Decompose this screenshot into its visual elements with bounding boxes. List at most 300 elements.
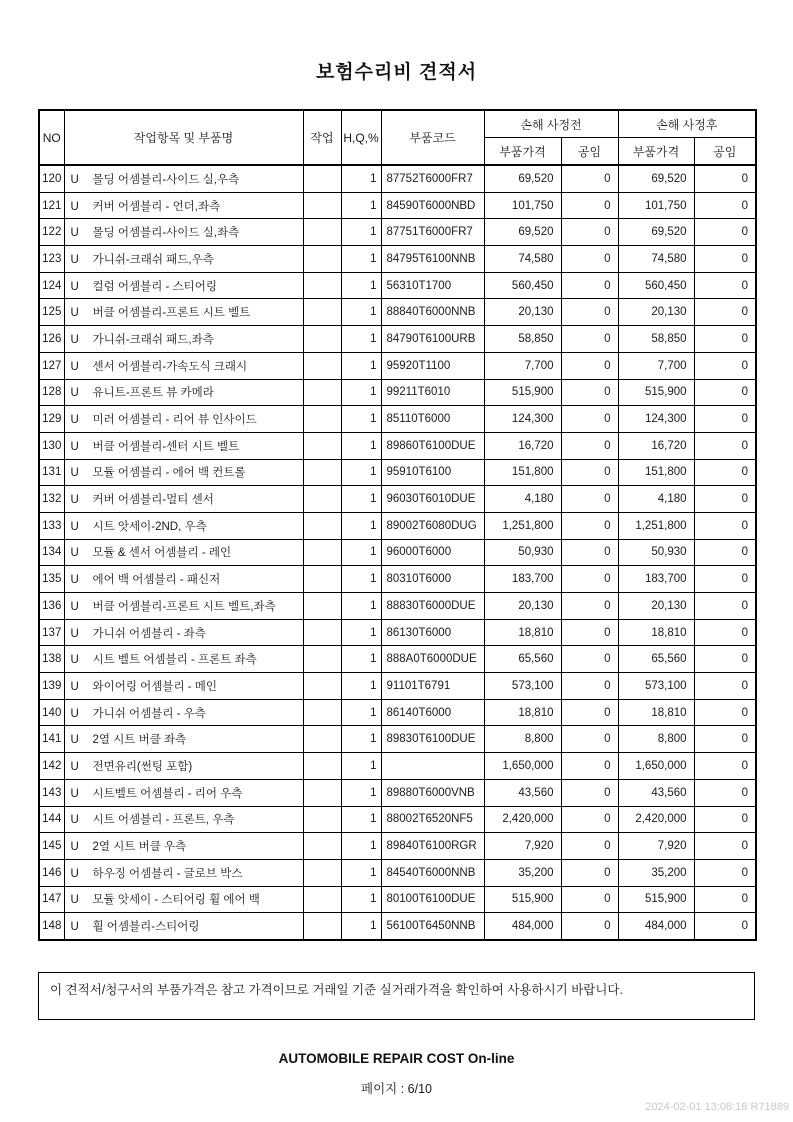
- part-code-cell: 95910T6100: [381, 459, 484, 486]
- part-name: 센서 어셈블리-가속도식 크래시: [92, 360, 248, 373]
- labor-before-cell: 0: [561, 459, 618, 486]
- labor-after-cell: 0: [694, 379, 756, 406]
- price-after-cell: 35,200: [618, 859, 694, 886]
- work-cell: [303, 326, 341, 353]
- labor-after-cell: 0: [694, 753, 756, 780]
- price-before-cell: 183,700: [484, 566, 561, 593]
- work-cell: [303, 593, 341, 620]
- part-code-cell: 56100T6450NNB: [381, 913, 484, 940]
- table-row: [39, 326, 756, 353]
- labor-after-cell: 0: [694, 459, 756, 486]
- part-prefix: U: [70, 867, 79, 880]
- header-work: 작업: [303, 110, 341, 165]
- part-name-cell: [64, 406, 303, 433]
- table-row: [39, 406, 756, 433]
- part-code-cell: 88840T6000NNB: [381, 299, 484, 326]
- part-name-cell: [64, 753, 303, 780]
- row-no: 133: [39, 512, 64, 539]
- part-prefix: U: [70, 280, 79, 293]
- price-after-cell: 43,560: [618, 779, 694, 806]
- price-before-cell: 1,650,000: [484, 753, 561, 780]
- labor-after-cell: 0: [694, 352, 756, 379]
- price-after-cell: 16,720: [618, 432, 694, 459]
- part-name: 유니트-프론트 뷰 카메라: [92, 387, 214, 400]
- part-code-cell: 91101T6791: [381, 673, 484, 700]
- part-prefix: U: [70, 894, 79, 907]
- labor-after-cell: 0: [694, 219, 756, 246]
- part-prefix: U: [70, 787, 79, 800]
- qty-cell: 1: [341, 833, 381, 860]
- table-row: [39, 886, 756, 913]
- labor-before-cell: 0: [561, 272, 618, 299]
- price-before-cell: 560,450: [484, 272, 561, 299]
- table-row: [39, 913, 756, 940]
- price-before-cell: 1,251,800: [484, 512, 561, 539]
- qty-cell: 1: [341, 566, 381, 593]
- price-after-cell: 50,930: [618, 539, 694, 566]
- work-cell: [303, 726, 341, 753]
- work-cell: [303, 406, 341, 433]
- part-name: 시트 어셈블리 - 프론트, 우측: [92, 814, 235, 827]
- price-before-cell: 18,810: [484, 619, 561, 646]
- labor-before-cell: 0: [561, 432, 618, 459]
- price-after-cell: 124,300: [618, 406, 694, 433]
- qty-cell: 1: [341, 219, 381, 246]
- qty-cell: 1: [341, 272, 381, 299]
- part-code-cell: 85110T6000: [381, 406, 484, 433]
- table-row: [39, 726, 756, 753]
- qty-cell: 1: [341, 539, 381, 566]
- row-no: 136: [39, 593, 64, 620]
- part-code-cell: 86140T6000: [381, 699, 484, 726]
- price-before-cell: 74,580: [484, 246, 561, 273]
- part-code-cell: 88830T6000DUE: [381, 593, 484, 620]
- labor-after-cell: 0: [694, 646, 756, 673]
- header-price-after: 부품가격: [618, 138, 694, 166]
- labor-before-cell: 0: [561, 673, 618, 700]
- price-after-cell: 484,000: [618, 913, 694, 940]
- qty-cell: 1: [341, 512, 381, 539]
- price-before-cell: 4,180: [484, 486, 561, 513]
- work-cell: [303, 913, 341, 940]
- row-no: 144: [39, 806, 64, 833]
- row-no: 122: [39, 219, 64, 246]
- part-name: 몰딩 어셈블리-사이드 실,우측: [92, 173, 240, 186]
- work-cell: [303, 673, 341, 700]
- part-name: 시트벨트 어셈블리 - 리어 우측: [92, 787, 243, 800]
- part-code-cell: 88002T6520NF5: [381, 806, 484, 833]
- table-row: [39, 779, 756, 806]
- part-prefix: U: [70, 200, 79, 213]
- row-no: 127: [39, 352, 64, 379]
- part-name-cell: [64, 192, 303, 219]
- work-cell: [303, 299, 341, 326]
- labor-after-cell: 0: [694, 539, 756, 566]
- price-before-cell: 20,130: [484, 593, 561, 620]
- labor-after-cell: 0: [694, 673, 756, 700]
- work-cell: [303, 432, 341, 459]
- part-name-cell: [64, 833, 303, 860]
- part-name-cell: [64, 566, 303, 593]
- table-row: [39, 539, 756, 566]
- part-name-cell: [64, 486, 303, 513]
- price-before-cell: 16,720: [484, 432, 561, 459]
- part-prefix: U: [70, 547, 79, 560]
- part-name-cell: [64, 646, 303, 673]
- work-cell: [303, 379, 341, 406]
- price-before-cell: 124,300: [484, 406, 561, 433]
- header-labor-after: 공임: [694, 138, 756, 166]
- notice-box: [38, 972, 755, 1020]
- part-name: 가니쉬-크래쉬 패드,좌측: [92, 333, 214, 346]
- part-prefix: U: [70, 627, 79, 640]
- labor-before-cell: 0: [561, 619, 618, 646]
- part-code-cell: 888A0T6000DUE: [381, 646, 484, 673]
- table-row: [39, 619, 756, 646]
- row-no: 131: [39, 459, 64, 486]
- part-code-cell: 96000T6000: [381, 539, 484, 566]
- qty-cell: 1: [341, 886, 381, 913]
- part-name-cell: [64, 593, 303, 620]
- labor-before-cell: 0: [561, 699, 618, 726]
- part-name-cell: [64, 859, 303, 886]
- price-before-cell: 7,700: [484, 352, 561, 379]
- price-before-cell: 515,900: [484, 379, 561, 406]
- work-cell: [303, 512, 341, 539]
- table-row: [39, 859, 756, 886]
- labor-after-cell: 0: [694, 486, 756, 513]
- qty-cell: 1: [341, 619, 381, 646]
- labor-after-cell: 0: [694, 512, 756, 539]
- part-prefix: U: [70, 227, 79, 240]
- header-after-group: 손해 사정후: [618, 110, 756, 138]
- work-cell: [303, 806, 341, 833]
- labor-after-cell: 0: [694, 566, 756, 593]
- part-prefix: U: [70, 253, 79, 266]
- row-no: 135: [39, 566, 64, 593]
- header-part-code: 부품코드: [381, 110, 484, 165]
- part-name: 시트 앗세이-2ND, 우측: [92, 520, 207, 533]
- work-cell: [303, 753, 341, 780]
- part-name: 버클 어셈블리-프론트 시트 벨트: [92, 307, 251, 320]
- part-code-cell: 84540T6000NNB: [381, 859, 484, 886]
- header-price-before: 부품가격: [484, 138, 561, 166]
- price-after-cell: 69,520: [618, 219, 694, 246]
- table-row: [39, 192, 756, 219]
- labor-after-cell: 0: [694, 192, 756, 219]
- part-prefix: U: [70, 440, 79, 453]
- price-after-cell: 560,450: [618, 272, 694, 299]
- part-name-cell: [64, 299, 303, 326]
- price-after-cell: 573,100: [618, 673, 694, 700]
- price-before-cell: 43,560: [484, 779, 561, 806]
- work-cell: [303, 779, 341, 806]
- part-name: 2열 시트 버클 우측: [92, 841, 187, 854]
- part-code-cell: 84795T6100NNB: [381, 246, 484, 273]
- table-row: [39, 806, 756, 833]
- part-name: 모듈 어셈블리 - 에어 백 컨트롤: [92, 467, 246, 480]
- part-code-cell: 89830T6100DUE: [381, 726, 484, 753]
- part-prefix: U: [70, 600, 79, 613]
- work-cell: [303, 219, 341, 246]
- price-before-cell: 515,900: [484, 886, 561, 913]
- table-row: [39, 699, 756, 726]
- price-before-cell: 101,750: [484, 192, 561, 219]
- part-name-cell: [64, 352, 303, 379]
- work-cell: [303, 859, 341, 886]
- labor-after-cell: 0: [694, 913, 756, 940]
- labor-after-cell: 0: [694, 272, 756, 299]
- row-no: 128: [39, 379, 64, 406]
- part-code-cell: 56310T1700: [381, 272, 484, 299]
- labor-before-cell: 0: [561, 886, 618, 913]
- labor-after-cell: 0: [694, 246, 756, 273]
- qty-cell: 1: [341, 165, 381, 192]
- table-body: [39, 165, 756, 940]
- part-name: 버클 어셈블리-센터 시트 벨트: [92, 440, 240, 453]
- labor-before-cell: 0: [561, 779, 618, 806]
- price-before-cell: 8,800: [484, 726, 561, 753]
- work-cell: [303, 192, 341, 219]
- part-name: 하우징 어셈블리 - 글로브 박스: [92, 867, 243, 880]
- labor-before-cell: 0: [561, 406, 618, 433]
- qty-cell: 1: [341, 699, 381, 726]
- row-no: 147: [39, 886, 64, 913]
- labor-after-cell: 0: [694, 593, 756, 620]
- part-code-cell: 89880T6000VNB: [381, 779, 484, 806]
- part-code-cell: 95920T1100: [381, 352, 484, 379]
- qty-cell: 1: [341, 806, 381, 833]
- part-name: 와이어링 어셈블리 - 메인: [92, 680, 218, 693]
- labor-before-cell: 0: [561, 859, 618, 886]
- part-name-cell: [64, 779, 303, 806]
- part-name: 미러 어셈블리 - 리어 뷰 인사이드: [92, 414, 257, 427]
- labor-after-cell: 0: [694, 699, 756, 726]
- work-cell: [303, 486, 341, 513]
- qty-cell: 1: [341, 646, 381, 673]
- price-after-cell: 65,560: [618, 646, 694, 673]
- part-name-cell: [64, 432, 303, 459]
- price-after-cell: 8,800: [618, 726, 694, 753]
- part-name-cell: [64, 539, 303, 566]
- part-prefix: U: [70, 307, 79, 320]
- price-after-cell: 69,520: [618, 165, 694, 192]
- qty-cell: 1: [341, 379, 381, 406]
- part-name-cell: [64, 806, 303, 833]
- qty-cell: 1: [341, 352, 381, 379]
- row-no: 146: [39, 859, 64, 886]
- row-no: 130: [39, 432, 64, 459]
- part-prefix: U: [70, 494, 79, 507]
- price-before-cell: 2,420,000: [484, 806, 561, 833]
- labor-before-cell: 0: [561, 539, 618, 566]
- part-name: 컬럼 어셈블리 - 스티어링: [92, 280, 218, 293]
- row-no: 121: [39, 192, 64, 219]
- price-after-cell: 1,650,000: [618, 753, 694, 780]
- part-prefix: U: [70, 734, 79, 747]
- price-before-cell: 65,560: [484, 646, 561, 673]
- qty-cell: 1: [341, 913, 381, 940]
- table-row: [39, 753, 756, 780]
- labor-after-cell: 0: [694, 406, 756, 433]
- work-cell: [303, 833, 341, 860]
- part-name: 에어 백 어셈블리 - 패신저: [92, 574, 221, 587]
- price-after-cell: 74,580: [618, 246, 694, 273]
- part-name-cell: [64, 165, 303, 192]
- header-before-group: 손해 사정전: [484, 110, 618, 138]
- part-code-cell: 89860T6100DUE: [381, 432, 484, 459]
- row-no: 125: [39, 299, 64, 326]
- part-prefix: U: [70, 173, 79, 186]
- work-cell: [303, 352, 341, 379]
- part-name: 휠 어셈블리-스티어링: [92, 921, 200, 934]
- price-after-cell: 18,810: [618, 699, 694, 726]
- part-name: 커버 어셈블리 - 언더,좌측: [92, 200, 221, 213]
- part-name-cell: [64, 512, 303, 539]
- page-number: 페이지 : 6/10: [361, 1081, 432, 1096]
- row-no: 143: [39, 779, 64, 806]
- table-row: [39, 352, 756, 379]
- row-no: 129: [39, 406, 64, 433]
- work-cell: [303, 886, 341, 913]
- part-prefix: U: [70, 387, 79, 400]
- work-cell: [303, 272, 341, 299]
- labor-before-cell: 0: [561, 753, 618, 780]
- row-no: 134: [39, 539, 64, 566]
- labor-before-cell: 0: [561, 726, 618, 753]
- work-cell: [303, 539, 341, 566]
- table-row: [39, 566, 756, 593]
- row-no: 126: [39, 326, 64, 353]
- part-code-cell: 89002T6080DUG: [381, 512, 484, 539]
- labor-before-cell: 0: [561, 833, 618, 860]
- table-row: [39, 219, 756, 246]
- row-no: 124: [39, 272, 64, 299]
- part-code-cell: [381, 753, 484, 780]
- table-row: [39, 673, 756, 700]
- work-cell: [303, 459, 341, 486]
- labor-after-cell: 0: [694, 726, 756, 753]
- part-code-cell: 80310T6000: [381, 566, 484, 593]
- work-cell: [303, 165, 341, 192]
- qty-cell: 1: [341, 192, 381, 219]
- price-before-cell: 484,000: [484, 913, 561, 940]
- table-row: [39, 593, 756, 620]
- part-prefix: U: [70, 654, 79, 667]
- labor-before-cell: 0: [561, 192, 618, 219]
- price-after-cell: 515,900: [618, 886, 694, 913]
- part-name-cell: [64, 726, 303, 753]
- part-name: 가니쉬 어셈블리 - 우측: [92, 707, 206, 720]
- price-after-cell: 183,700: [618, 566, 694, 593]
- header-no: NO: [39, 110, 64, 165]
- part-prefix: U: [70, 760, 79, 773]
- part-name-cell: [64, 379, 303, 406]
- labor-before-cell: 0: [561, 165, 618, 192]
- row-no: 142: [39, 753, 64, 780]
- labor-before-cell: 0: [561, 299, 618, 326]
- part-prefix: U: [70, 707, 79, 720]
- service-name: AUTOMOBILE REPAIR COST On-line: [278, 1050, 515, 1066]
- table-row: [39, 272, 756, 299]
- price-after-cell: 20,130: [618, 299, 694, 326]
- price-before-cell: 35,200: [484, 859, 561, 886]
- price-after-cell: 1,251,800: [618, 512, 694, 539]
- price-after-cell: 2,420,000: [618, 806, 694, 833]
- qty-cell: 1: [341, 299, 381, 326]
- labor-before-cell: 0: [561, 219, 618, 246]
- part-name: 모듈 앗세이 - 스티어링 휠 에어 백: [92, 894, 260, 907]
- part-name-cell: [64, 219, 303, 246]
- table-row: [39, 246, 756, 273]
- price-after-cell: 4,180: [618, 486, 694, 513]
- price-before-cell: 573,100: [484, 673, 561, 700]
- part-prefix: U: [70, 520, 79, 533]
- row-no: 148: [39, 913, 64, 940]
- table-row: [39, 459, 756, 486]
- part-code-cell: 99211T6010: [381, 379, 484, 406]
- table-row: [39, 165, 756, 192]
- qty-cell: 1: [341, 246, 381, 273]
- header-item: 작업항목 및 부품명: [64, 110, 303, 165]
- qty-cell: 1: [341, 673, 381, 700]
- part-name: 모듈 & 센서 어셈블리 - 레인: [92, 547, 232, 560]
- labor-before-cell: 0: [561, 486, 618, 513]
- notice-text: 이 견적서/청구서의 부품가격은 참고 가격이므로 거래일 기준 실거래가격을 확인하여 사용하시기 바랍니다.: [50, 982, 623, 997]
- part-code-cell: 89840T6100RGR: [381, 833, 484, 860]
- part-name: 가니쉬-크래쉬 패드,우측: [92, 253, 214, 266]
- labor-before-cell: 0: [561, 512, 618, 539]
- part-code-cell: 84590T6000NBD: [381, 192, 484, 219]
- part-prefix: U: [70, 574, 79, 587]
- labor-after-cell: 0: [694, 299, 756, 326]
- part-prefix: U: [70, 360, 79, 373]
- part-name: 2열 시트 버클 좌측: [92, 734, 187, 747]
- header-labor-before: 공임: [561, 138, 618, 166]
- labor-before-cell: 0: [561, 913, 618, 940]
- work-cell: [303, 699, 341, 726]
- qty-cell: 1: [341, 726, 381, 753]
- qty-cell: 1: [341, 593, 381, 620]
- part-name: 커버 어셈블리-멀티 센서: [92, 494, 214, 507]
- labor-before-cell: 0: [561, 352, 618, 379]
- print-timestamp: 2024-02-01 13:08:18 R71889: [645, 1101, 789, 1113]
- qty-cell: 1: [341, 753, 381, 780]
- labor-after-cell: 0: [694, 886, 756, 913]
- work-cell: [303, 646, 341, 673]
- price-after-cell: 7,920: [618, 833, 694, 860]
- price-after-cell: 58,850: [618, 326, 694, 353]
- price-before-cell: 20,130: [484, 299, 561, 326]
- labor-before-cell: 0: [561, 326, 618, 353]
- labor-after-cell: 0: [694, 833, 756, 860]
- table-row: [39, 646, 756, 673]
- part-prefix: U: [70, 333, 79, 346]
- price-after-cell: 151,800: [618, 459, 694, 486]
- labor-after-cell: 0: [694, 432, 756, 459]
- labor-after-cell: 0: [694, 165, 756, 192]
- part-code-cell: 80100T6100DUE: [381, 886, 484, 913]
- labor-after-cell: 0: [694, 326, 756, 353]
- labor-before-cell: 0: [561, 593, 618, 620]
- qty-cell: 1: [341, 859, 381, 886]
- qty-cell: 1: [341, 326, 381, 353]
- price-after-cell: 7,700: [618, 352, 694, 379]
- labor-before-cell: 0: [561, 246, 618, 273]
- table-header: [39, 110, 756, 165]
- part-name: 시트 벨트 어셈블리 - 프론트 좌측: [92, 654, 257, 667]
- price-after-cell: 101,750: [618, 192, 694, 219]
